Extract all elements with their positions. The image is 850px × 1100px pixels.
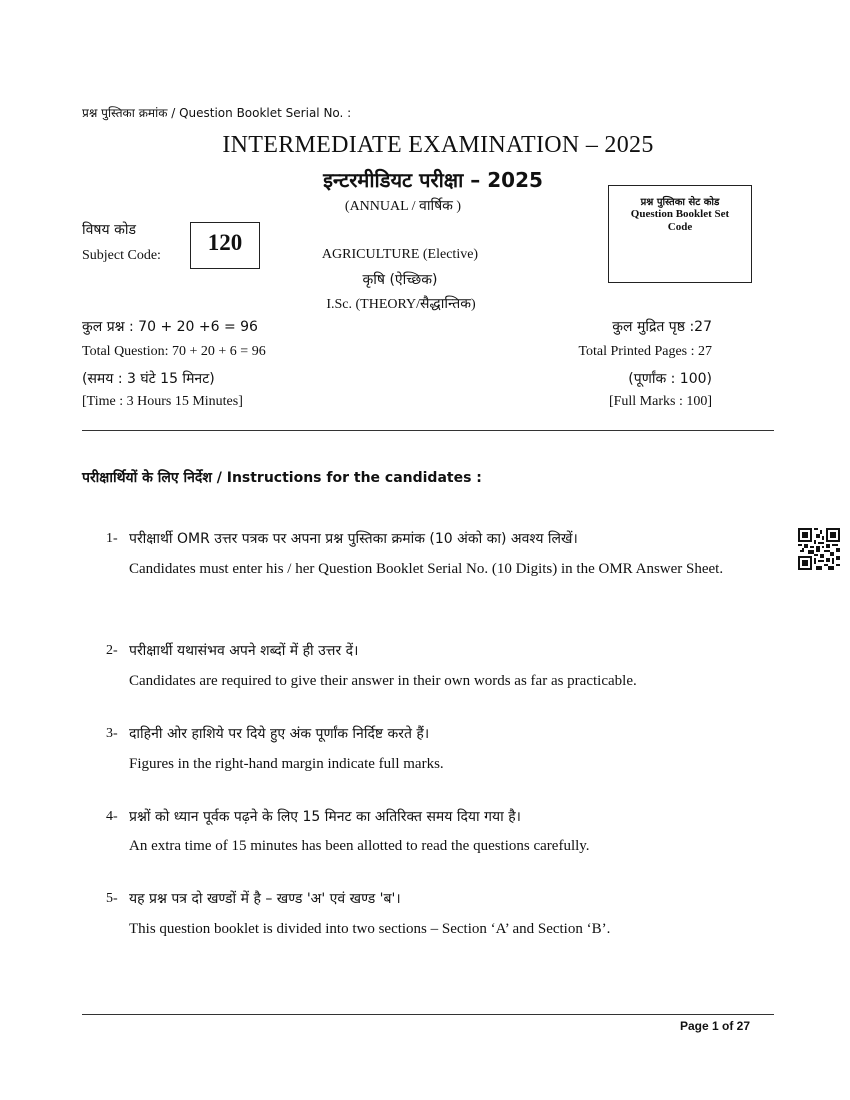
instruction-english: Figures in the right-hand margin indicate full marks.	[129, 756, 444, 772]
instructions-heading: परीक्षार्थियों के लिए निर्देश / Instructions for the candidates :	[82, 470, 482, 486]
time-hindi: (समय : 3 घंटे 15 मिनट)	[82, 371, 215, 387]
header-divider	[82, 430, 774, 431]
instruction-number: 3-	[106, 726, 118, 741]
instruction-english: An extra time of 15 minutes has been allotted to read the questions carefully.	[129, 838, 590, 854]
set-code-box	[608, 185, 752, 283]
subject-name-hindi: कृषि (ऐच्छिक)	[362, 272, 438, 288]
instruction-hindi: दाहिनी ओर हाशिये पर दिये हुए अंक पूर्णांक निर्दिष्ट करते हैं।	[129, 726, 430, 742]
instruction-number: 2-	[106, 643, 118, 658]
exam-title-english: INTERMEDIATE EXAMINATION – 2025	[222, 132, 654, 158]
subject-code-label-hindi: विषय कोड	[82, 222, 136, 238]
instruction-number: 1-	[106, 531, 118, 546]
instruction-hindi: प्रश्नों को ध्यान पूर्वक पढ़ने के लिए 15 मिनट का अतिरिक्त समय दिया गया है।	[129, 809, 521, 825]
set-code-label-hindi: प्रश्न पुस्तिका सेट कोड	[640, 197, 720, 208]
subject-code-label-english: Subject Code:	[82, 248, 161, 263]
exam-type: (ANNUAL / वार्षिक )	[344, 199, 462, 214]
instruction-hindi: यह प्रश्न पत्र दो खण्डों में है – खण्ड 'अ' एवं खण्ड 'ब'।	[129, 891, 401, 907]
subject-code-value: 120	[207, 230, 243, 255]
time-english: [Time : 3 Hours 15 Minutes]	[82, 394, 243, 409]
total-questions-hindi: कुल प्रश्न : 70 + 20 +6 = 96	[82, 319, 258, 335]
instruction-hindi: परीक्षार्थी यथासंभव अपने शब्दों में ही उत्तर दें।	[129, 643, 359, 659]
instruction-number: 4-	[106, 809, 118, 824]
booklet-serial-label: प्रश्न पुस्तिका क्रमांक / Question Booklet Serial No. :	[82, 106, 352, 120]
instruction-number: 5-	[106, 891, 118, 906]
exam-title-hindi: इन्टरमीडियट परीक्षा – 2025	[323, 168, 543, 192]
instruction-english: Candidates must enter his / her Question Booklet Serial No. (10 Digits) in the OMR Answer Sheet.	[129, 561, 724, 577]
total-pages-hindi: कुल मुद्रित पृष्ठ :27	[612, 319, 712, 335]
footer-divider	[82, 1014, 774, 1015]
stream-label: I.Sc. (THEORY/सैद्धान्तिक)	[326, 297, 476, 312]
page-number: Page 1 of 27	[679, 1019, 750, 1033]
set-code-label-english: Question Booklet Set Code	[630, 208, 730, 233]
full-marks-english: [Full Marks : 100]	[608, 394, 712, 409]
instruction-hindi: परीक्षार्थी OMR उत्तर पत्रक पर अपना प्रश्न पुस्तिका क्रमांक (10 अंको का) अवश्य लिखें।	[129, 531, 578, 547]
subject-name-english: AGRICULTURE (Elective)	[321, 247, 479, 262]
full-marks-hindi: (पूर्णांक : 100)	[628, 371, 712, 387]
total-pages-english: Total Printed Pages : 27	[578, 344, 712, 359]
instruction-english: This question booklet is divided into two sections – Section ‘A’ and Section ‘B’.	[129, 921, 611, 937]
instruction-english: Candidates are required to give their answer in their own words as far as practicable.	[129, 673, 637, 689]
qr-code-icon	[798, 528, 840, 570]
total-questions-english: Total Question: 70 + 20 + 6 = 96	[82, 344, 266, 359]
